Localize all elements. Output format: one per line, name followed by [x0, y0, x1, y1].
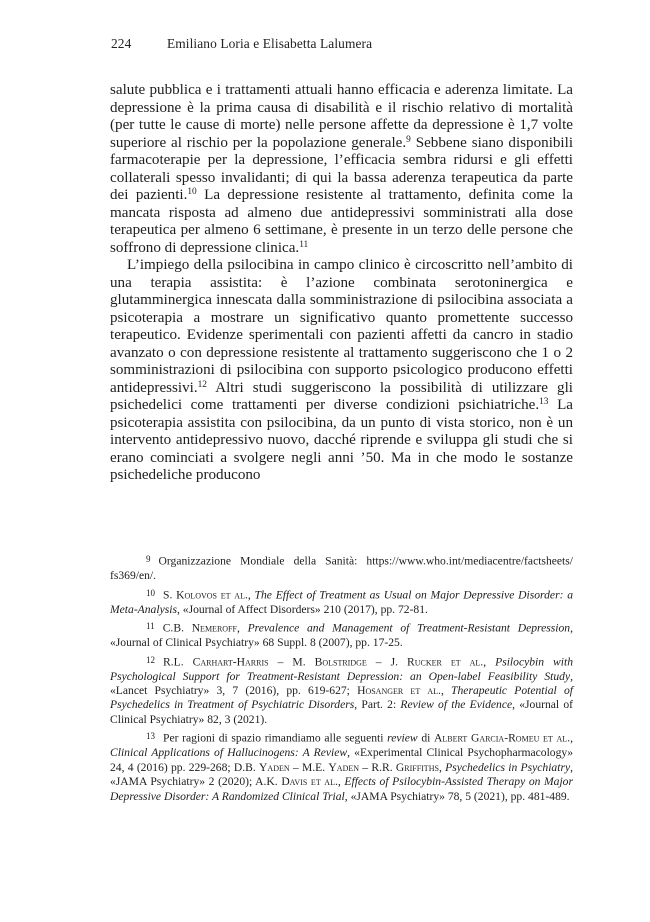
et-al: et al. [216, 588, 248, 602]
footnotes [110, 552, 573, 804]
article-title: Prevalence and Management of Treatment-Resistant Depression [247, 621, 571, 635]
paragraph-1-text-a: salute pubblica e i trattamenti attuali hanno efficacia e aderenza limitate. La depressione è la prima causa di disabilità e il rischio relativo di mortalità (per tutte le cause di morte) nelle persone affette da depressione è 1,7 volte superiore al rischio per la popolazione generale. [110, 82, 573, 151]
author-surname: Yaden [259, 760, 290, 774]
separator: , [438, 760, 446, 774]
separator: – R.R. [359, 760, 396, 774]
et-al: et al. [441, 655, 484, 669]
article-title: Psilocybin with Psychological Support for Treatment-Resistant Depression: an Open-label Feasibility Study [110, 655, 574, 683]
citation-details: , «JAMA Psychiatry» 78, 5 (2021), pp. 481-489. [344, 789, 570, 803]
footnote-text-italic: review [387, 731, 418, 745]
footnote-text: Per ragioni di spazio rimandiamo alle seguenti [163, 731, 388, 745]
citation-details: , «Experimental Clinical Psychopharmacology» 24, 4 (2016) pp. 229-268; D.B. [110, 746, 573, 774]
author-surname: Carhart-Harris [192, 655, 269, 669]
citation-details: , «Lancet Psychiatry» 3, 7 (2016), pp. 619-627; [110, 669, 573, 698]
article-title: The Effect of Treatment as Usual on Major Depressive Disorder: a Meta-Analysis [110, 588, 574, 616]
main-text [110, 82, 573, 485]
author-surname: Yaden [328, 760, 360, 774]
paragraph-1-text-b: Sebbene siano disponibili farmacoterapie per la depressione, l’efficacia sembra ridursi e gli effetti collaterali spesso invalidanti; di qui la bassa aderenza terapeutica da parte dei pazienti. [110, 134, 574, 203]
separator: – M. [268, 655, 315, 669]
running-head-authors: Emiliano Loria e Elisabetta Lalumera [167, 36, 373, 51]
article-title: Psychedelics in Psychiatry [445, 760, 571, 774]
footnote-ref-12[interactable]: 12 [197, 379, 207, 390]
citation-details: , «Journal of Clinical Psychiatry» 68 Suppl. 8 (2007), pp. 17-25. [110, 621, 574, 650]
author-initials: C.B. [162, 621, 192, 635]
page-number: 224 [111, 36, 132, 51]
footnote-text: di [417, 731, 435, 745]
footnote-11 [110, 619, 573, 651]
footnote-12 [110, 653, 573, 728]
footnote-number: 12 [146, 654, 156, 665]
footnote-ref-10[interactable]: 10 [187, 186, 197, 197]
citation-details: , Part. 2: [354, 698, 401, 712]
footnote-ref-13[interactable]: 13 [539, 396, 549, 407]
paragraph-1 [110, 82, 573, 257]
footnote-number: 10 [146, 587, 156, 598]
author-surname: Bolstridge [314, 655, 367, 669]
separator: , [337, 775, 345, 789]
footnote-ref-9[interactable]: 9 [406, 134, 411, 145]
et-al: et al. [307, 775, 338, 789]
author-name: Albert Garcia-Romeu [434, 731, 540, 745]
author-initials: S. [163, 588, 177, 602]
separator: , [236, 621, 248, 635]
author-surname: Kolovos [176, 588, 217, 602]
footnote-number: 9 [146, 554, 151, 564]
paragraph-1-text-c: La depressione resistente al trattamento, definita come la mancata risposta ad almeno due antidepressivi somministrati alla dose terapeutica per almeno 6 settimane, è presente in un terzo delle persone che soffrono di depressione clinica. [110, 187, 574, 256]
separator: , [440, 684, 452, 698]
author-surname: Davis [281, 775, 308, 789]
footnote-9-text: Organizzazione Mondiale della Sanità: https://www.who.int/mediacentre/factsheets/ fs369/en/. [110, 554, 573, 583]
article-title: Effects of Psilocybin-Assisted Therapy on Major Depressive Disorder: A Randomized Clinical Trial [110, 775, 573, 803]
citation-details: , «Journal of Clinical Psychiatry» 82, 3 (2021). [110, 698, 574, 726]
running-head [111, 36, 571, 52]
footnote-9 [110, 552, 573, 584]
article-title: Review of the Evidence [400, 698, 513, 712]
footnote-ref-11[interactable]: 11 [299, 239, 309, 250]
author-surname: Hosanger [357, 684, 404, 698]
separator: , [247, 588, 255, 602]
citation-details: , «Journal of Affect Disorders» 210 (2017), pp. 72-81. [176, 602, 428, 616]
paragraph-2-text-b: Altri studi suggeriscono la possibilità di utilizzare gli psichedelici come trattamenti per diverse condizioni psichiatriche. [110, 379, 573, 413]
separator: , [483, 655, 496, 669]
author-surname: Nemeroff [191, 621, 237, 635]
et-al: et al. [539, 731, 571, 745]
separator: , [570, 731, 573, 745]
paragraph-2-text-c: La psicoterapia assistita con psilocibina, da un punto di vista storico, non è un intervento antidepressivo nuovo, dacché riprende e sviluppa gli studi che si erano cominciati a svolgere negli anni ’50. Ma in che modo le sostanze psichedeliche producono [110, 397, 573, 483]
separator: – J. [366, 655, 407, 669]
footnote-number: 13 [146, 731, 156, 742]
footnote-10 [110, 586, 573, 618]
footnote-number: 11 [146, 621, 155, 632]
separator: – M.E. [289, 760, 329, 774]
author-surname: Rucker [407, 655, 442, 669]
article-title: Therapeutic Potential of Psychedelics in Treatment of Psychiatric Disorders [110, 684, 573, 712]
author-initials: R.L. [163, 655, 193, 669]
citation-details: , «JAMA Psychiatry» 2 (2020); A.K. [110, 760, 574, 789]
author-surname: Griffiths [395, 760, 439, 774]
article-title: Clinical Applications of Hallucinogens: A Review [110, 746, 348, 760]
paragraph-2 [110, 257, 573, 485]
paragraph-2-text-a: L’impiego della psilocibina in campo clinico è circoscritto nell’ambito di una terapia assistita: è l’azione combinata serotoninergica e glutamminergica innescata dalla somministrazione di psilocibina associata a psicoterapia a mostrare un significativo quanto promettente successo terapeutico. Evidenze sperimentali con pazienti affetti da cancro in stadio avanzato o con depressione resistente al trattamento suggeriscono che 1 o 2 somministrazioni di psilocibina con supporto psicologico producono effetti antidepressivi. [110, 257, 573, 396]
footnote-13 [110, 729, 573, 804]
et-al: et al. [403, 684, 441, 698]
